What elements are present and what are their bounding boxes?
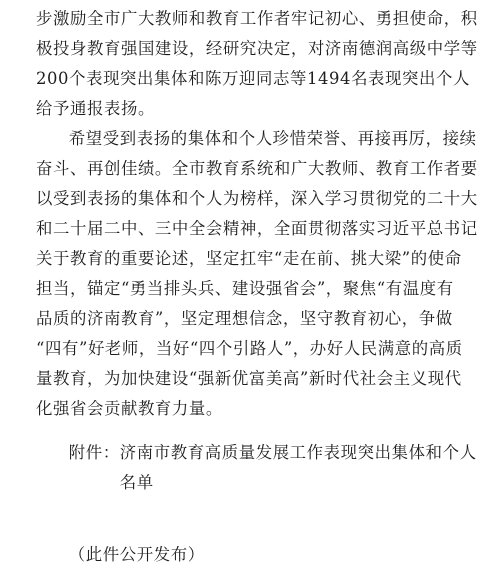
- attachment-title: [120, 438, 477, 498]
- text-line: 和二十届二中、三中全会精神，全面贯彻落实习近平总书记: [36, 219, 478, 238]
- text-line: 化强省会贡献教育力量。: [36, 399, 223, 418]
- text-line: 奋斗、再创佳绩。全市教育系统和广大教师、教育工作者要: [36, 159, 478, 178]
- text-line: 担当，锚定“勇当排头兵、建设强省会”，聚焦“有温度有: [36, 279, 454, 298]
- text-line: 给予通报表扬。: [36, 99, 155, 118]
- text-line: 量教育，为加快建设“强新优富美高”新时代社会主义现代: [36, 369, 462, 388]
- paragraph-expectations: [36, 124, 478, 424]
- text-line: 品质的济南教育”，坚定理想信念，坚守教育初心，争做: [36, 309, 453, 328]
- text-line: 极投身教育强国建设，经研究决定，对济南德润高级中学等: [36, 39, 478, 58]
- text-line: 关于教育的重要论述，坚定扛牢“走在前、挑大梁”的使命: [36, 249, 462, 268]
- text-line: 以受到表扬的集体和个人为榜样，深入学习贯彻党的二十大: [36, 189, 478, 208]
- attachment-label: 附件：: [68, 443, 120, 462]
- text-line: 步激励全市广大教师和教育工作者牢记初心、勇担使命，积: [36, 9, 478, 28]
- paragraph-commendation-decision: [36, 4, 478, 124]
- text-line: 希望受到表扬的集体和个人珍惜荣誉、再接再厉，接续: [68, 129, 477, 148]
- attachment-block: [36, 438, 477, 498]
- text-line: “四有”好老师，当好“四个引路人”，办好人民满意的高质: [36, 339, 463, 358]
- public-release-note: （此件公开发布）: [68, 545, 205, 564]
- text-line: 济南市教育高质量发展工作表现突出集体和个人: [119, 443, 477, 462]
- text-line: 200个表现突出集体和陈万迎同志等1494名表现突出个人: [36, 69, 470, 88]
- text-line: 名单: [119, 473, 154, 492]
